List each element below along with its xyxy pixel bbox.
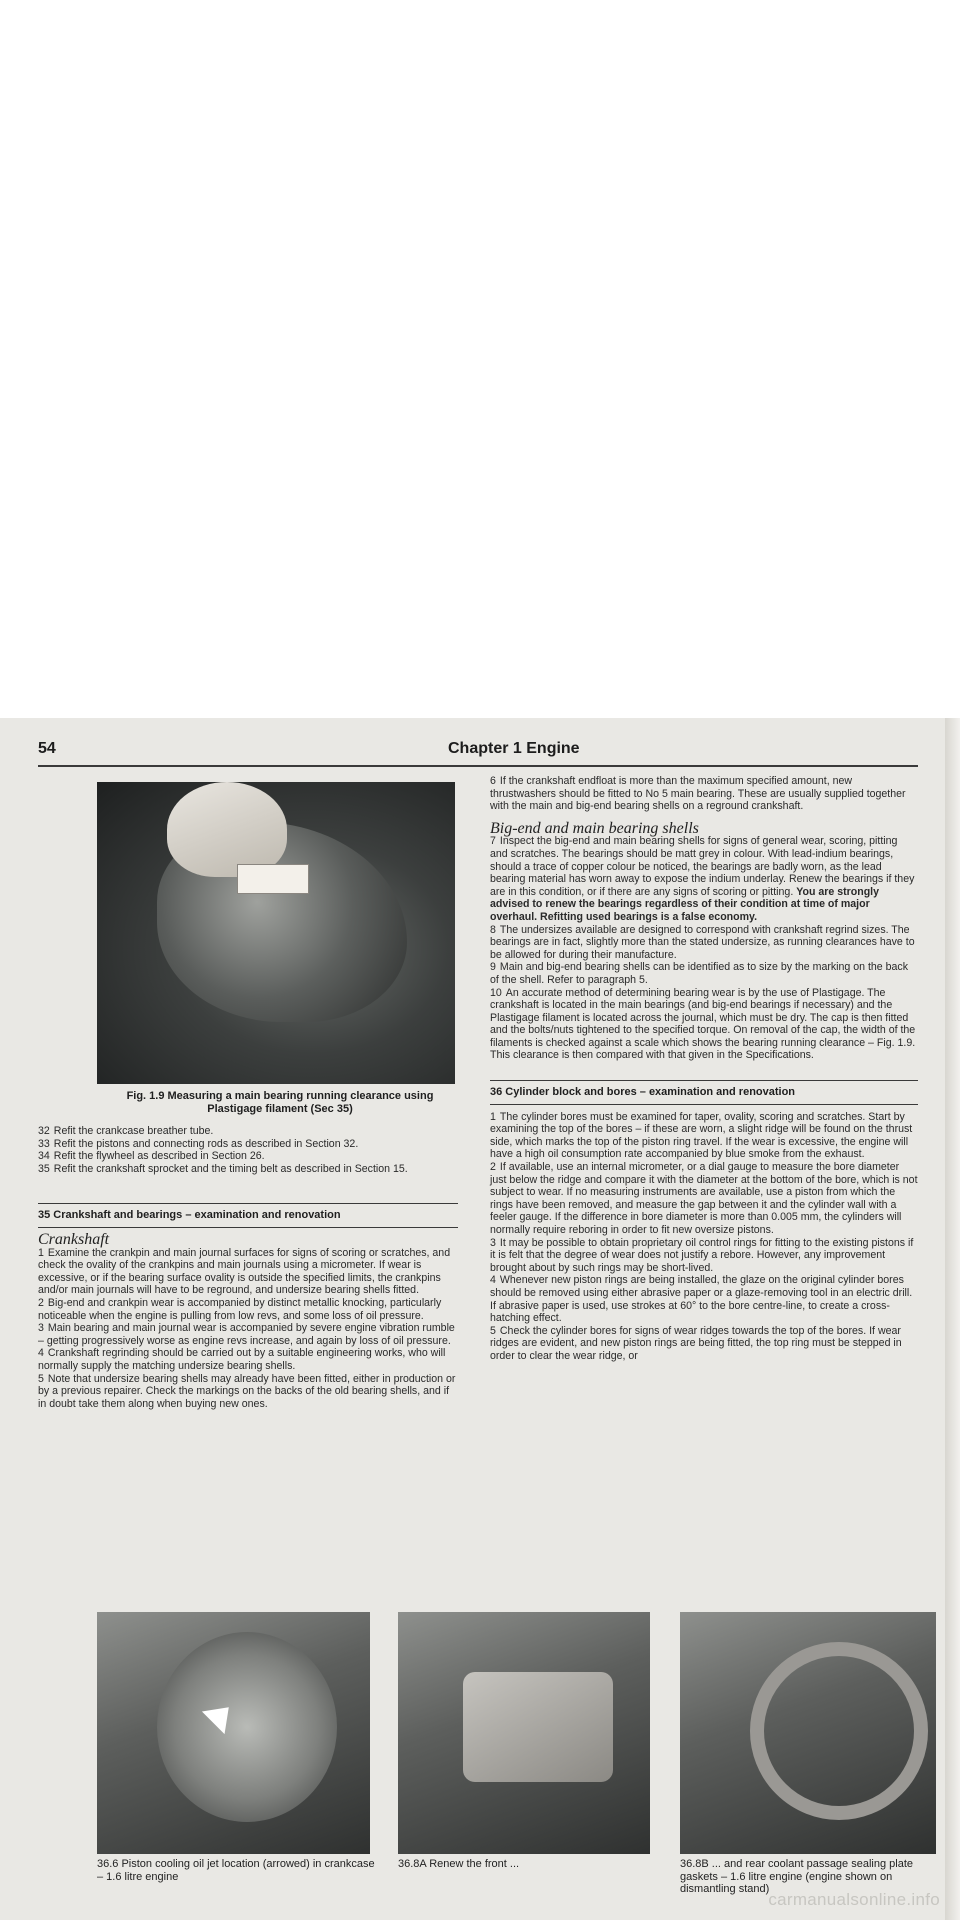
- section-rule: [38, 1203, 458, 1204]
- para-35-2: 2 Big-end and crankpin wear is accompanied by distinct metallic knocking, particularly noticeable when the engine is pulling from low revs, and some loss of oil pressure.: [38, 1296, 442, 1322]
- gasket-image: [750, 1642, 928, 1820]
- cylinder-bore-image: [157, 1632, 337, 1822]
- watermark: carmanualsonline.info: [768, 1890, 940, 1909]
- step-34: 34 Refit the flywheel as described in Section 26.: [38, 1150, 265, 1163]
- para-35-7: 7 Inspect the big-end and main bearing shells for signs of general wear, scoring, pitting and scratches. The bearings should be matt grey in colour. With lead-indium bearings, should a trace of copper colour be noticed, the bearings are badly worn, as the lead bearing material has worn away to expose the indium underlay. Renew the bearings if they are in this condition, or if there are any signs of scoring or pitting. You are strongly advised to renew the bearings regardless of their condition at time of major overhaul. Refitting used bearings is a false economy.: [490, 835, 915, 923]
- section-36-title: 36 Cylinder block and bores – examination and renovation: [490, 1086, 796, 1099]
- para-35-9: 9 Main and big-end bearing shells can be identified as to size by the marking on the back of the shell. Refer to paragraph 5.: [490, 961, 909, 986]
- page-number: 54: [38, 740, 56, 757]
- para-36-3: 3 It may be possible to obtain proprietary oil control rings for fitting to the existing pistons if it is felt that the degree of wear does not justify a rebore. However, any improvement brought about by such rings may be short-lived.: [490, 1236, 914, 1274]
- step-32: 32 Refit the crankcase breather tube.: [38, 1125, 214, 1137]
- hand-image: [167, 782, 287, 877]
- page-edge: [945, 718, 960, 1920]
- para-35-8: 8 The undersizes available are designed to correspond with crankshaft regrind sizes. The bearings are in fact, slightly more than the stated undersize, as running clearances have to be allowed for during their manufacture.: [490, 923, 915, 961]
- section-rule: [490, 1104, 918, 1105]
- photo-36-8b: [680, 1612, 936, 1854]
- figure-1-9-photo: [97, 782, 455, 1084]
- subhead-crankshaft: Crankshaft: [38, 1230, 110, 1248]
- para-35-4: 4 Crankshaft regrinding should be carried out by a suitable engineering works, who will normally supply the matching undersize bearing shells.: [38, 1347, 446, 1372]
- header-rule: [38, 765, 918, 767]
- section-rule: [38, 1227, 458, 1228]
- sealing-plate-image: [463, 1672, 613, 1782]
- plastigage-scale-image: [237, 864, 309, 894]
- photo-36-6: [97, 1612, 370, 1854]
- figure-caption: Fig. 1.9 Measuring a main bearing running clearance using Plastigage filament (Sec 35): [126, 1090, 434, 1115]
- photo-caption-36-6: 36.6 Piston cooling oil jet location (arrowed) in crankcase – 1.6 litre engine: [97, 1858, 375, 1883]
- left-column: [38, 1125, 458, 1410]
- para-35-1: 1 Examine the crankpin and main journal surfaces for signs of scoring or scratches, and check the ovality of the crankpins and main journals using a micrometer. If wear is excessive, or if the bearing surface ovality is outside the specified limits, the crankpins and/or main journals will have to be reground, and undersize bearing shells fitted.: [38, 1246, 451, 1297]
- para-36-2: 2 If available, use an internal micrometer, or a dial gauge to measure the bore diameter just below the ridge and compare it with the diameter at the bottom of the bore, which is not subject to wear. If no measuring instruments are available, use a piston from which the rings have been removed, and measure the gap between it and the cylinder wall with a feeler gauge. If the difference in bore diameter is more than 0.005 mm, the cylinders will normally require reboring in order to fit new oversize pistons.: [490, 1161, 918, 1236]
- para-35-6: 6 If the crankshaft endfloat is more than the maximum specified amount, new thrustwashers should be fitted to No 5 main bearing. These are usually supplied together with the main and big-end bearing shells on a reground crankshaft.: [490, 775, 906, 813]
- para-36-5: 5 Check the cylinder bores for signs of wear ridges towards the top of the bores. If wear ridges are evident, and new piston rings are being fitted, the top ring must be stepped in order to clear the wear ridge, or: [490, 1324, 902, 1362]
- section-35-title: 35 Crankshaft and bearings – examination and renovation: [38, 1209, 341, 1222]
- photo-caption-36-8b: 36.8B ... and rear coolant passage sealing plate gaskets – 1.6 litre engine (engine shown on dismantling stand): [680, 1858, 913, 1895]
- para-36-4: 4 Whenever new piston rings are being installed, the glaze on the original cylinder bores should be removed using either abrasive paper or a glaze-removing tool in an electric drill. If abrasive paper is used, use strokes at 60° to the bore centre-line, to create a cross-hatching effect.: [490, 1274, 913, 1325]
- subhead-bearing-shells: Big-end and main bearing shells: [490, 819, 699, 837]
- step-35: 35 Refit the crankshaft sprocket and the timing belt as described in Section 15.: [38, 1162, 408, 1175]
- para-35-10: 10 An accurate method of determining bearing wear is by the use of Plastigage. The crankshaft is located in the main bearings (and big-end bearings if necessary) and the Plastigage filament is located across the journal, which must be dry. The cap is then fitted and the bolts/nuts tightened to the specified torque. On removal of the cap, the width of the filaments is checked against a scale which shows the bearing running clearance – Fig. 1.9. This clearance is then compared with that given in the Specifications.: [490, 986, 916, 1062]
- section-rule: [490, 1080, 918, 1081]
- chapter-title: Chapter 1 Engine: [448, 740, 580, 757]
- para-36-1: 1 The cylinder bores must be examined for taper, ovality, scoring and scratches. Start by examining the top of the bores – if these are worn, a slight ridge will be found on the thrust side, which marks the top of the piston ring travel. If the wear is excessive, the engine will have a high oil consumption rate accompanied by blue smoke from the exhaust.: [490, 1110, 913, 1161]
- photo-caption-36-8a: 36.8A Renew the front ...: [398, 1858, 520, 1870]
- para-35-5: 5 Note that undersize bearing shells may already have been fitted, either in production or by a previous repairer. Check the markings on the backs of the old bearing shells, and if in doubt take them along when buying new ones.: [38, 1372, 456, 1410]
- right-column: [490, 775, 918, 1363]
- photo-36-8a: [398, 1612, 650, 1854]
- step-33: 33 Refit the pistons and connecting rods as described in Section 32.: [38, 1137, 359, 1150]
- para-35-3: 3 Main bearing and main journal wear is accompanied by severe engine vibration rumble – getting progressively worse as engine revs increase, and again by loss of oil pressure.: [38, 1322, 455, 1347]
